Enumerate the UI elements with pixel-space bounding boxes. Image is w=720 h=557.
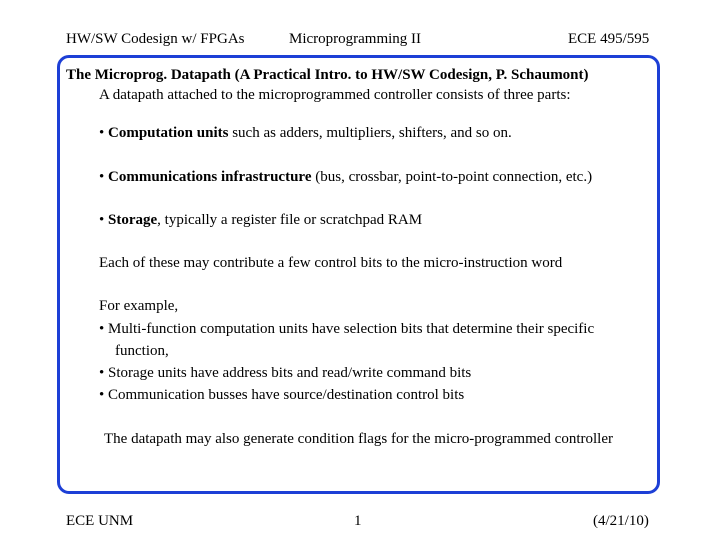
bullet-storage — [99, 211, 422, 229]
example-computation-line2: function, — [115, 343, 169, 359]
bullet-communications-infrastructure — [99, 168, 592, 186]
bullet-computation-units — [99, 124, 512, 142]
closing-text: The datapath may also generate condition flags for the micro-programmed controller — [104, 431, 613, 447]
header-topic: Microprogramming II — [289, 31, 422, 47]
bullet-marker: • — [99, 212, 109, 228]
slide-title: The Microprog. Datapath (A Practical Intro. to HW/SW Codesign, P. Schaumont) — [66, 67, 589, 83]
bullet-text: (bus, crossbar, point-to-point connection, etc.) — [311, 169, 593, 185]
control-bits-text: Each of these may contribute a few control bits to the micro-instruction word — [99, 255, 563, 271]
intro-text: A datapath attached to the microprogrammed controller consists of three parts: — [99, 87, 571, 103]
example-computation-line1: • Multi-function computation units have selection bits that determine their specific — [99, 321, 595, 337]
footer-date: (4/21/10) — [593, 513, 649, 529]
header-course: HW/SW Codesign w/ FPGAs — [66, 31, 245, 47]
footer-institution: ECE UNM — [66, 513, 134, 529]
footer-page-number: 1 — [354, 513, 362, 529]
bullet-marker: • — [99, 125, 109, 141]
example-communication: • Communication busses have source/destination control bits — [99, 387, 465, 403]
bullet-marker: • — [99, 169, 109, 185]
header-course-number: ECE 495/595 — [568, 31, 650, 47]
bullet-term: Storage — [108, 212, 158, 228]
bullet-text: , typically a register file or scratchpad RAM — [157, 212, 423, 228]
bullet-text: such as adders, multipliers, shifters, and so on. — [228, 125, 512, 141]
content-frame — [57, 55, 660, 494]
for-example-text: For example, — [99, 298, 179, 314]
example-storage: • Storage units have address bits and read/write command bits — [99, 365, 472, 381]
bullet-term: Communications infrastructure — [108, 169, 312, 185]
bullet-term: Computation units — [108, 125, 229, 141]
